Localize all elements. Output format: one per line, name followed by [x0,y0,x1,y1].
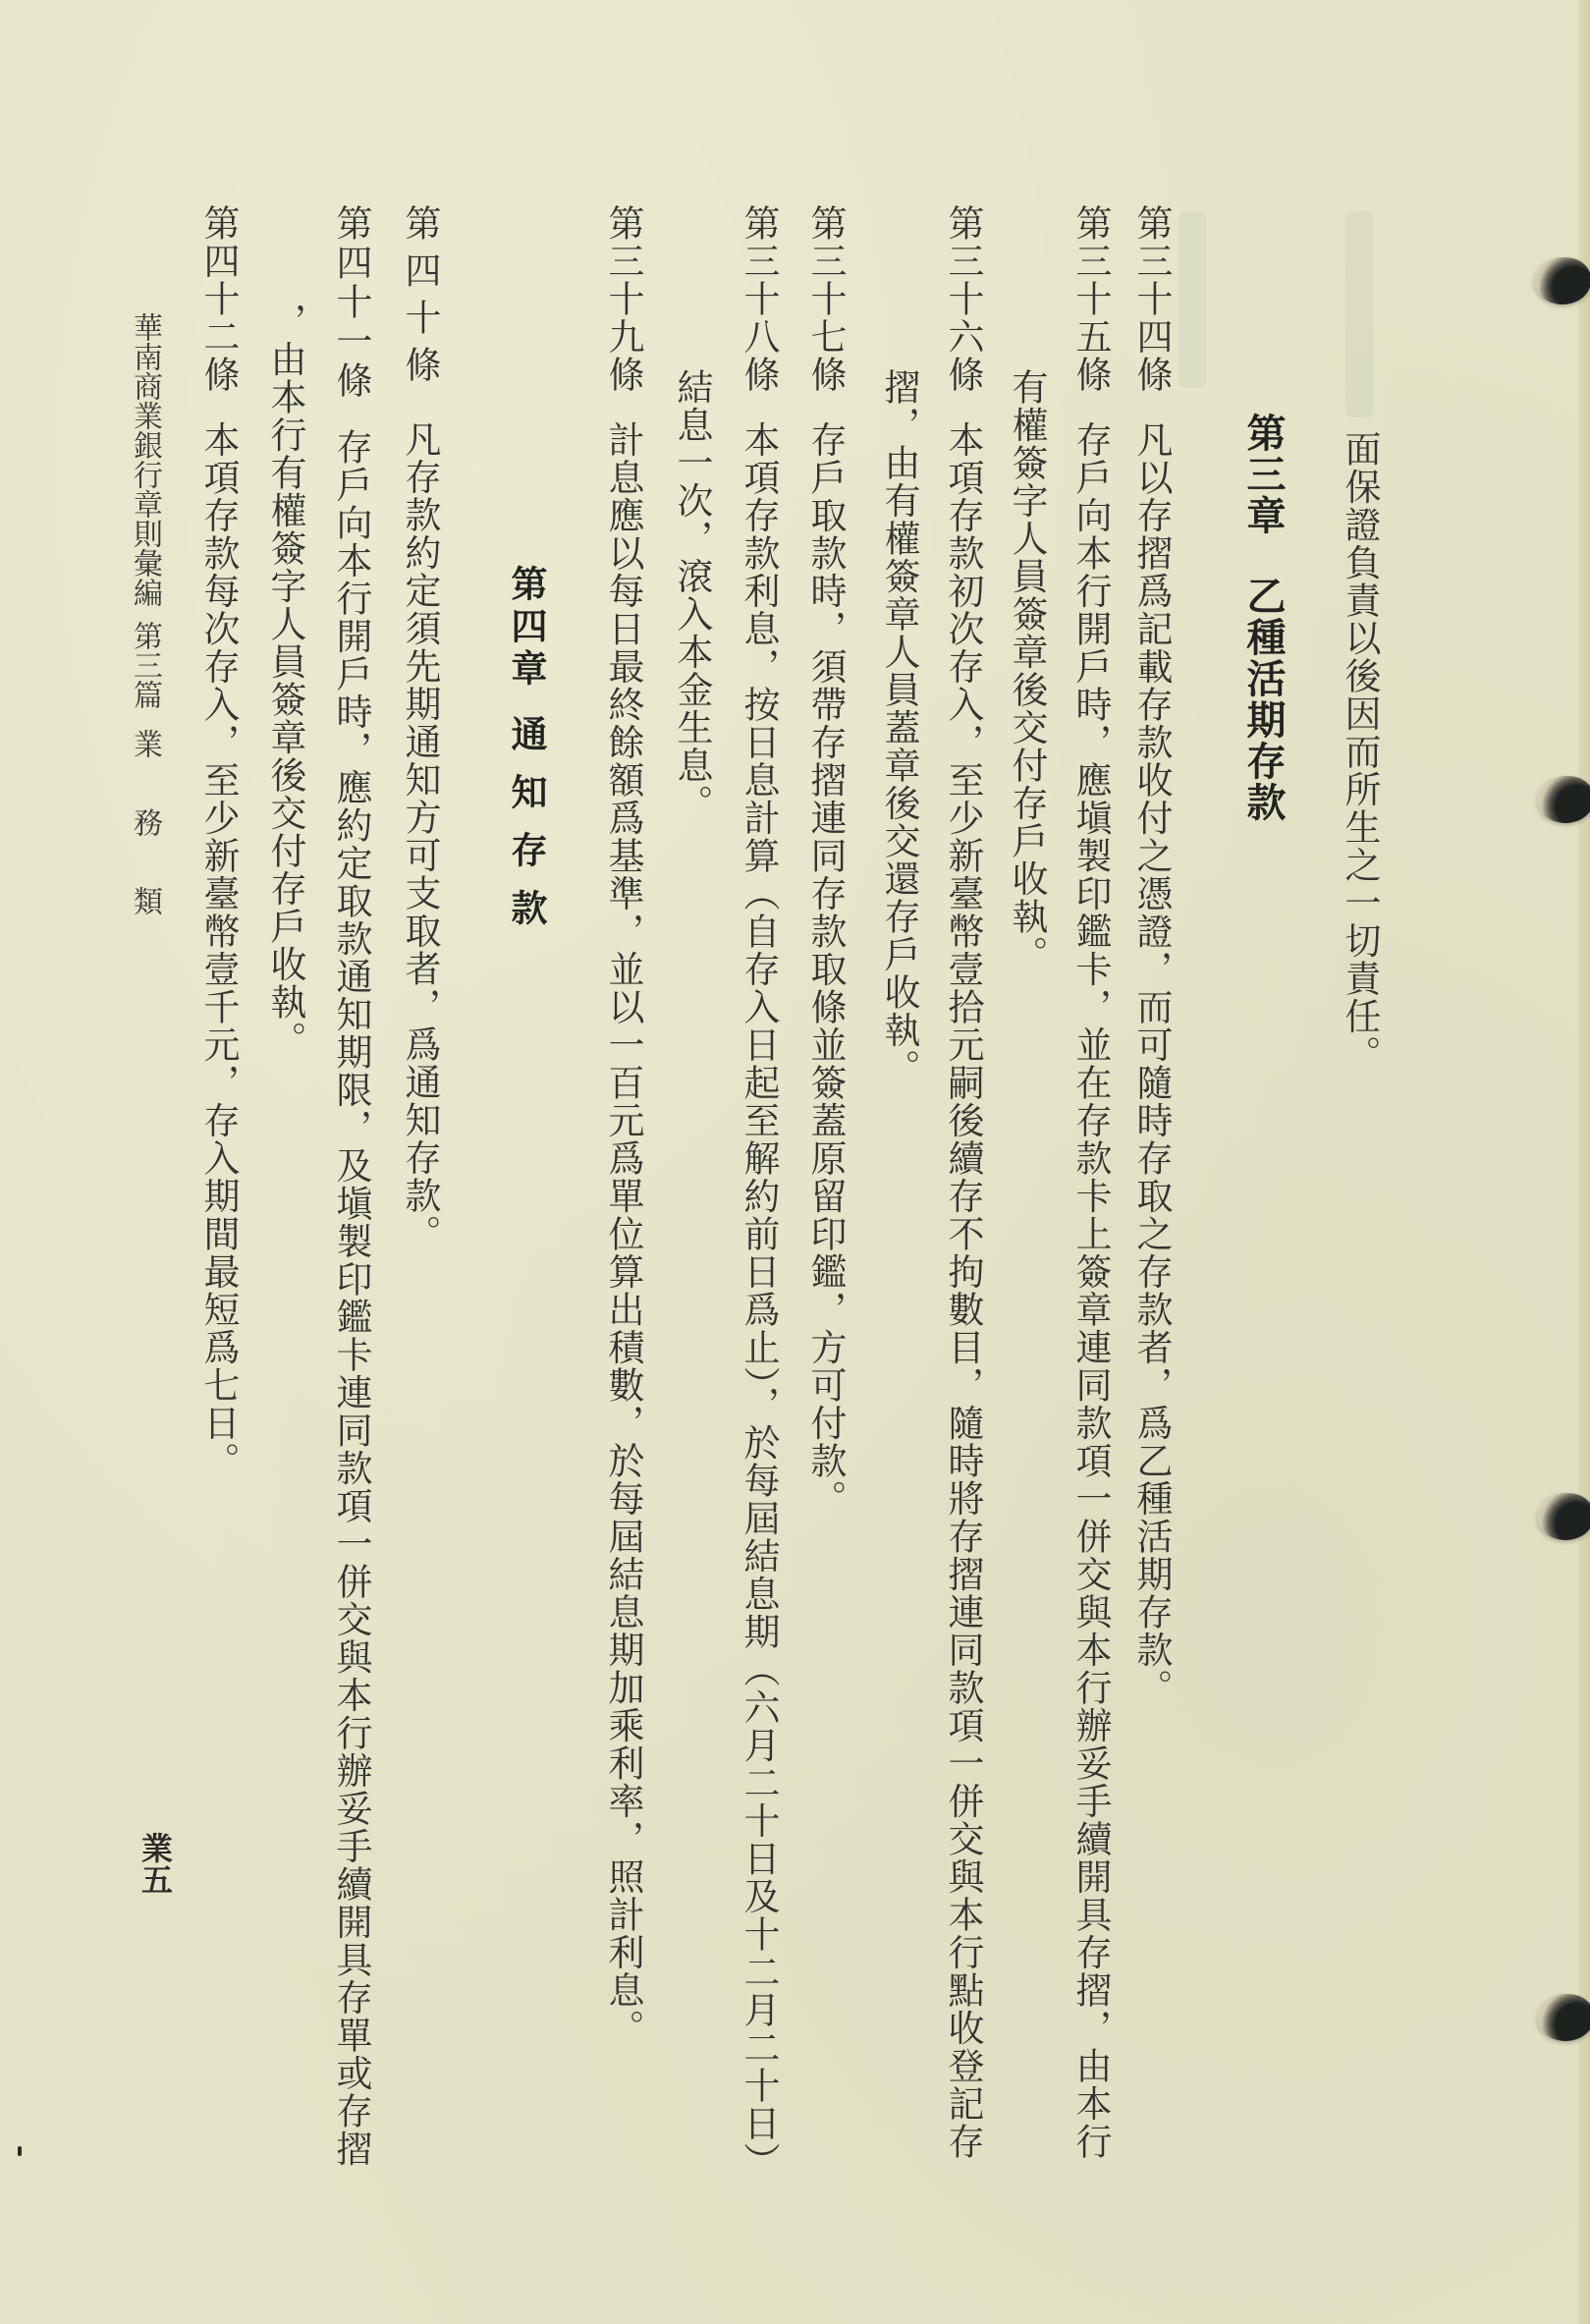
continued-text-line: 面保證負責以後因而所生之一切責任。 [1339,430,1381,1074]
page-edge [1578,0,1590,2324]
binding-hole [1537,776,1590,823]
chapter-3-title: 乙種活期存款 [1240,576,1286,823]
chapter-4-heading [499,565,552,947]
article-text: 存戶取款時，須帶存摺連同存款取條並簽蓋原留印鑑，方可付款。 [804,420,847,1518]
ink-speck [18,2146,22,2156]
article-35-continued: 有權簽字人員簽章後交付存戶收執。 [1006,368,1048,973]
article-number: 第四十二條 [197,204,240,394]
article-number: 第三十七條 [804,204,847,394]
part-label: 第三篇 [128,621,162,709]
chapter-4-number: 第四章 [505,565,547,692]
article-38-continued: 結息一次，滾入本金生息。 [671,368,713,822]
section-char-3: 類 [128,886,162,915]
article-text: 凡以存摺爲記載存款收付之憑證，而可隨時存取之存款者，爲乙種活期存款。 [1130,420,1173,1707]
article-text: 凡存款約定須先期通知方可支取者，爲通知存款。 [399,420,441,1252]
article-number: 第三十四條 [1130,204,1173,394]
article-41-continued: ，由本行有權簽字人員簽章後交付存戶收執。 [264,303,306,1059]
section-char-1: 業 [128,729,162,758]
article-42 [196,204,240,1480]
running-footer [123,312,166,915]
binding-hole [1537,1493,1590,1540]
article-number: 第三十八條 [738,204,780,394]
show-through-mark [1345,211,1373,417]
article-37 [803,204,847,1518]
article-number: 第四十條 [399,204,441,393]
article-39 [601,204,644,2047]
chapter-4-title: 通知存款 [505,715,547,947]
chapter-3-number: 第三章 [1240,413,1286,536]
article-text: 本項存款利息，按日息計算（自存入日起至解約前日爲止），於每屆結息期（六月二十日及十二月二十日） [738,420,780,2181]
article-41 [329,204,372,2168]
article-text: 計息應以每日最終餘額爲基準，並以一百元爲單位算出積數，於每屆結息期加乘利率，照計利息。 [602,420,644,2047]
article-34 [1129,204,1173,1707]
show-through-mark [1179,211,1206,388]
section-char-2: 務 [128,807,162,837]
binding-hole [1537,1994,1590,2041]
article-text: 存戶向本行開戶時，應約定取款通知期限，及塡製印鑑卡連同款項一併交與本行辦妥手續開具存單或存摺 [330,428,372,2168]
article-number: 第三十五條 [1069,204,1112,394]
article-36-continued: 摺，由有權簽章人員蓋章後交還存戶收執。 [878,368,920,1087]
article-40 [398,204,441,1252]
article-text: 存戶向本行開戶時，應塡製印鑑卡，並在存款卡上簽章連同款項一併交與本行辦妥手續開具存摺，由本行 [1069,420,1112,2161]
binding-hole [1534,257,1590,304]
book-title: 華南商業銀行章則彙編 [128,312,162,607]
article-38 [737,204,780,2181]
article-number: 第四十一條 [330,204,372,401]
article-36 [941,204,984,2161]
article-text: 本項存款每次存入，至少新臺幣壹千元，存入期間最短爲七日。 [197,420,240,1480]
page-folio: 業五 [137,1832,174,1895]
article-number: 第三十九條 [602,204,644,394]
article-35 [1069,204,1112,2161]
article-text: 本項存款初次存入，至少新臺幣壹拾元嗣後續存不拘數目，隨時將存摺連同款項一併交與本行點收登記存 [942,420,984,2161]
article-number: 第三十六條 [942,204,984,394]
chapter-3-heading [1235,413,1291,823]
